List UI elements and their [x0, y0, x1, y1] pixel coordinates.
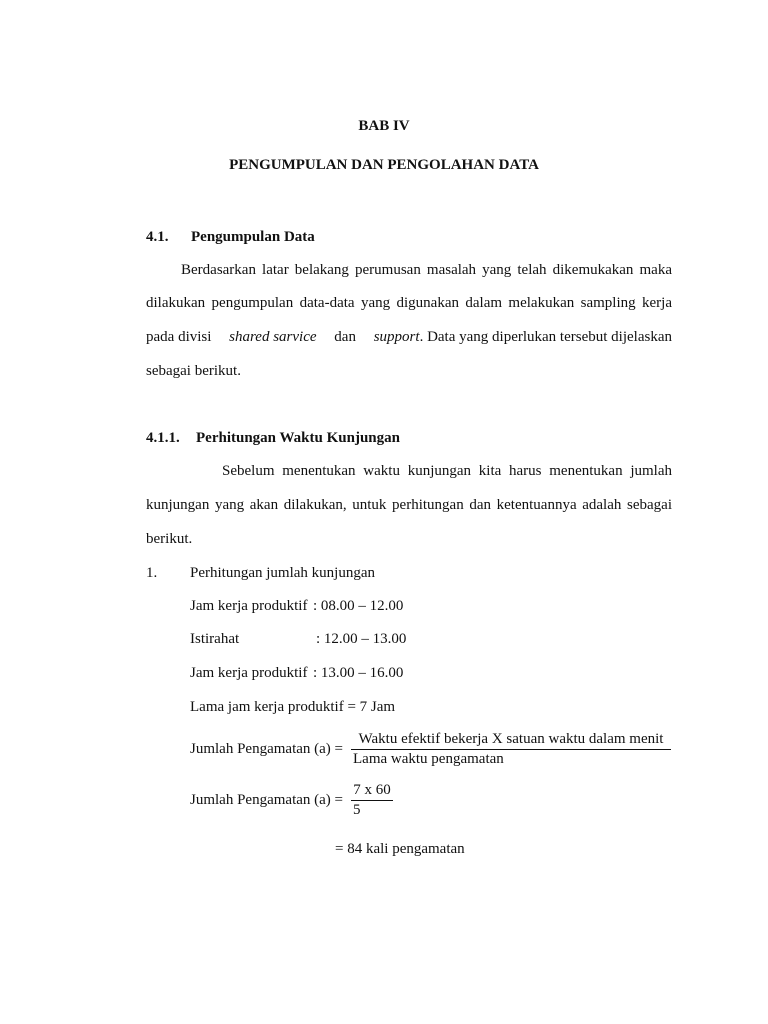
paragraph-line: kunjungan yang akan dilakukan, untuk perhitungan dan ketentuannya adalah sebagai: [146, 497, 672, 513]
list-title: Perhitungan jumlah kunjungan: [190, 565, 375, 581]
formula-fraction: [351, 731, 671, 768]
schedule-value: : 13.00 – 16.00: [313, 665, 404, 681]
paragraph-line: berikut.: [146, 531, 193, 547]
formula-result: = 84 kali pengamatan: [335, 841, 465, 857]
paragraph-text: . Data yang diperlukan tersebut dijelaskan: [419, 329, 672, 345]
list-number: 1.: [146, 565, 158, 581]
formula-denominator: 5: [353, 802, 361, 818]
formula-lhs: Jumlah Pengamatan (a) =: [190, 741, 343, 757]
formula-lhs: Jumlah Pengamatan (a) =: [190, 792, 343, 808]
formula-denominator: Lama waktu pengamatan: [353, 751, 504, 767]
emphasis-text: shared sarvice: [229, 329, 317, 345]
paragraph-text: pada divisi: [146, 329, 212, 345]
paragraph-line: sebagai berikut.: [146, 363, 241, 379]
chapter-title: PENGUMPULAN DAN PENGOLAHAN DATA: [229, 157, 539, 173]
chapter-label: BAB IV: [358, 118, 410, 134]
schedule-value: : 08.00 – 12.00: [313, 598, 404, 614]
schedule-value: : 12.00 – 13.00: [316, 631, 407, 647]
schedule-label: Istirahat: [190, 631, 240, 647]
section-title: Pengumpulan Data: [191, 229, 315, 245]
paragraph-line: dilakukan pengumpulan data-data yang digunakan dalam melakukan sampling kerja: [146, 295, 672, 311]
paragraph-line: Berdasarkan latar belakang perumusan masalah yang telah dikemukakan maka: [181, 262, 672, 278]
productive-hours: Lama jam kerja produktif = 7 Jam: [190, 699, 396, 715]
formula-numerator: 7 x 60: [351, 782, 393, 801]
schedule-label: Jam kerja produktif: [190, 598, 308, 614]
paragraph-text-group: [374, 329, 672, 346]
emphasis-text: support: [373, 329, 420, 345]
paragraph-line: [146, 329, 672, 346]
subsection-number: 4.1.1.: [146, 430, 180, 446]
paragraph-line: Sebelum menentukan waktu kunjungan kita harus menentukan jumlah: [222, 463, 672, 479]
paragraph-text: dan: [334, 329, 356, 345]
schedule-label: Jam kerja produktif: [190, 665, 308, 681]
subsection-title: Perhitungan Waktu Kunjungan: [196, 430, 400, 446]
formula-fraction: [351, 782, 393, 819]
section-number: 4.1.: [146, 229, 169, 245]
formula-numerator: Waktu efektif bekerja X satuan waktu dalam menit: [351, 731, 671, 750]
